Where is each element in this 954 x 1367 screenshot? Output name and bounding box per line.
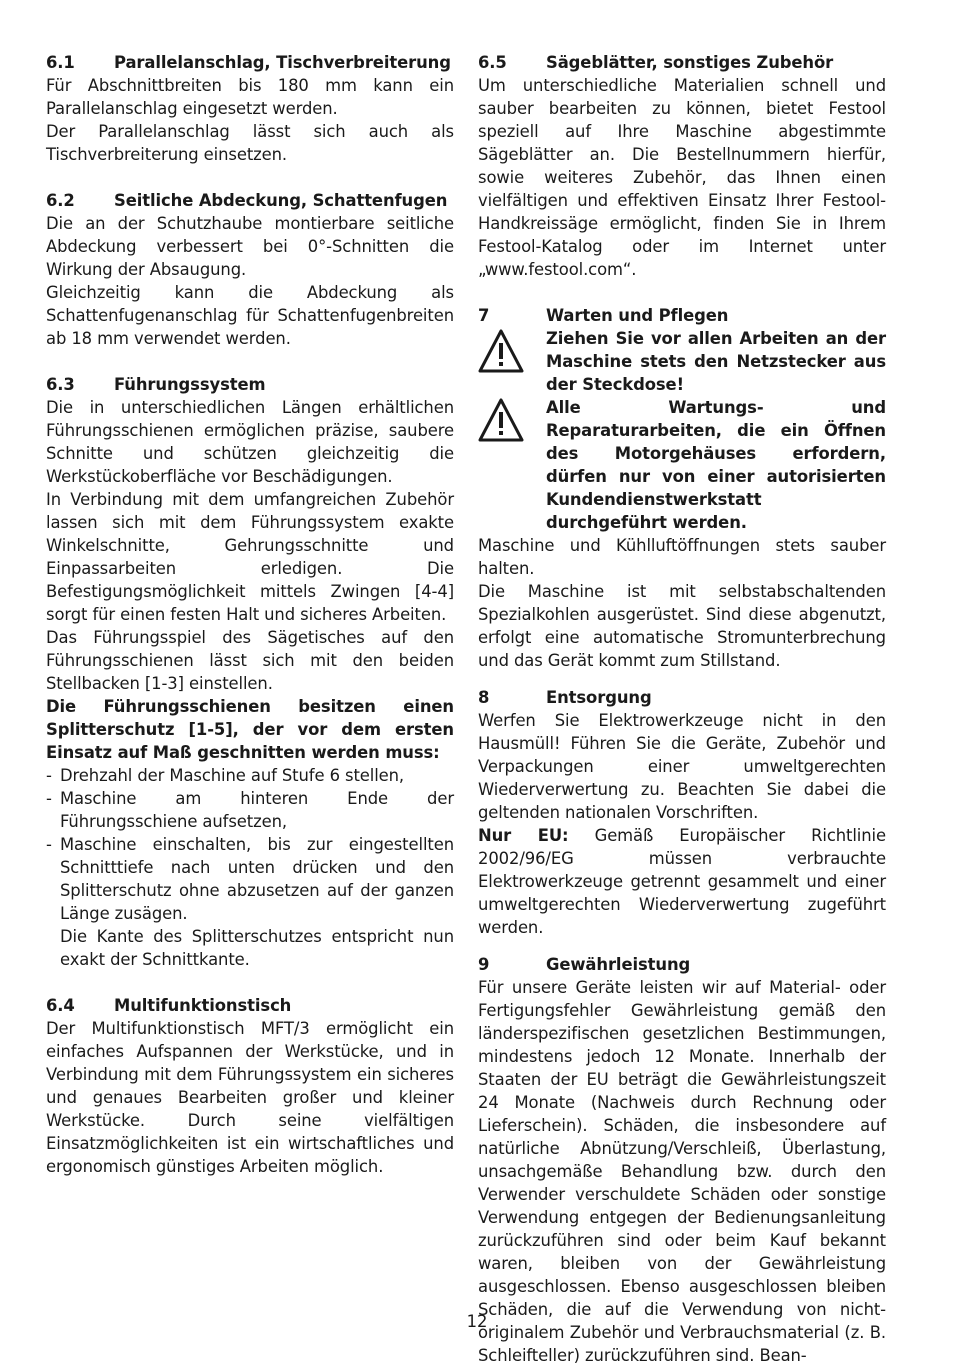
paragraph: Für Abschnittbreiten bis 180 mm kann ein Parallelanschlag eingesetzt werden.	[46, 76, 454, 118]
list-note: Die Kante des Splitterschutzes entspricht nun exakt der Schnittkante.	[60, 927, 454, 969]
section-6-2	[46, 189, 454, 350]
section-heading	[478, 304, 886, 327]
section-9	[478, 953, 886, 1367]
section-8	[478, 686, 886, 939]
paragraph: Werfen Sie Elektrowerkzeuge nicht in den Hausmüll! Führen Sie die Geräte, Zubehör und Verpackungen einer umweltgerechten Wiederverwertung zu. Beachten Sie dabei die geltenden nationalen Vorschriften.	[478, 711, 886, 822]
paragraph: Um unterschiedliche Materialien schnell und sauber bearbeiten zu können, bietet Festool speziell auf Ihre Maschine abgestimmte Sägeblätter an. Die Bestellnummern hierfür, sowie weiteres Zubehör, das Ihnen einen vielfältigen und effektiven Einsatz Ihrer Festool-Handkreissäge ermöglicht, finden Sie in Ihrem Festool-Katalog oder im Internet unter „www.festool.com“.	[478, 76, 886, 279]
section-number: 7	[478, 306, 490, 325]
section-heading	[478, 51, 886, 74]
list-item-text: Maschine am hinteren Ende der Führungsschiene aufsetzen,	[60, 789, 454, 831]
section-number: 6.5	[478, 53, 507, 72]
list-item-text: Drehzahl der Maschine auf Stufe 6 stellen,	[60, 766, 405, 785]
paragraph: Die Maschine ist mit selbstabschaltenden Spezialkohlen ausgerüstet. Sind diese abgenutzt, erfolgt eine automatische Stromunterbrechung und das Gerät kommt zum Stillstand.	[478, 582, 886, 670]
section-6-3	[46, 373, 454, 971]
left-column	[46, 51, 454, 1178]
paragraph: Der Parallelanschlag lässt sich auch als Tischverbreiterung einsetzen.	[46, 122, 454, 164]
list-item	[46, 833, 454, 925]
list-item	[46, 787, 454, 833]
warning-block	[478, 327, 886, 396]
warning-block	[478, 396, 886, 534]
paragraph: Gleichzeitig kann die Abdeckung als Schattenfugenanschlag für Schattenfugenbreiten ab 18 mm verwendet werden.	[46, 283, 454, 348]
section-number: 6.2	[46, 191, 75, 210]
section-6-1	[46, 51, 454, 166]
section-title: Warten und Pflegen	[546, 306, 729, 325]
section-heading	[46, 51, 454, 74]
section-title: Parallelanschlag, Tischverbreiterung	[114, 53, 451, 72]
paragraph: Das Führungsspiel des Sägetisches auf den Führungsschienen lässt sich mit den beiden Stellbacken [1-3] einstellen.	[46, 628, 454, 693]
section-number: 6.1	[46, 53, 75, 72]
section-6-5	[478, 51, 886, 281]
section-title: Sägeblätter, sonstiges Zubehör	[546, 53, 834, 72]
dash-marker: -	[46, 835, 52, 854]
section-number: 8	[478, 688, 490, 707]
eu-label: Nur EU:	[478, 826, 569, 845]
paragraph: Die an der Schutzhaube montierbare seitliche Abdeckung verbessert bei 0°-Schnitten die Wirkung der Absaugung.	[46, 214, 454, 279]
paragraph: Für unsere Geräte leisten wir auf Material- oder Fertigungsfehler Gewährleistung gemäß den länderspezifischen gesetzlichen Bestimmungen, mindestens jedoch 12 Monate. Innerhalb der Staaten der EU beträgt die Gewährleistungszeit 24 Monate (Nachweis durch Rechnung oder Lieferschein). Schäden, die insbesondere auf natürliche Abnützung/Verschleiß, Überlastung, unsachgemäße Behandlung bzw. durch den Verwender verschuldete Schäden oder sonstige Verwendung entgegen der Bedienungsanleitung zurückzuführen sind oder beim Kauf bekannt waren, bleiben von der Gewährleistung ausgeschlossen. Ebenso ausgeschlossen bleiben Schäden, die auf die Verwendung von nicht-originalem Zubehör und Verbrauchsmaterial (z. B. Schleifteller) zurückzuführen sind. Bean-	[478, 978, 886, 1365]
eu-text: Gemäß Europäischer Richtlinie 2002/96/EG müssen verbrauchte Elektrowerkzeuge getrennt gesammelt und einer umweltgerechten Wiederverwertung zugeführt werden.	[478, 826, 886, 937]
section-title: Seitliche Abdeckung, Schattenfugen	[114, 191, 448, 210]
list-item	[46, 764, 454, 787]
warning-text: Alle Wartungs- und Reparaturarbeiten, die ein Öffnen des Motorgehäuses erfordern, dürfen nur von einer autorisierten Kundendienstwerkstatt durchgeführt werden.	[546, 398, 886, 532]
section-7	[478, 304, 886, 672]
right-column	[478, 51, 886, 1367]
section-number: 9	[478, 955, 490, 974]
warning-text: Ziehen Sie vor allen Arbeiten an der Maschine stets den Netzstecker aus der Steckdose!	[546, 329, 886, 394]
paragraph: Die in unterschiedlichen Längen erhältlichen Führungsschienen ermöglichen präzise, saubere Schnitte und schützen gleichzeitig die Werkstückoberfläche vor Beschädigungen.	[46, 398, 454, 486]
section-heading	[478, 953, 886, 976]
section-title: Multifunktionstisch	[114, 996, 292, 1015]
page-number: 12	[466, 1312, 488, 1331]
section-title: Gewährleistung	[546, 955, 691, 974]
section-number: 6.4	[46, 996, 75, 1015]
bold-instruction: Die Führungsschienen besitzen einen Splitterschutz [1-5], der vor dem ersten Einsatz auf Maß geschnitten werden muss:	[46, 697, 454, 762]
section-number: 6.3	[46, 375, 75, 394]
dash-marker: -	[46, 789, 52, 808]
section-6-4	[46, 994, 454, 1178]
list-item-text: Maschine einschalten, bis zur eingestellten Schnitttiefe nach unten drücken und den Splitterschutz ohne abzusetzen auf der ganzen Länge zusägen.	[60, 835, 454, 923]
step-list	[46, 764, 454, 925]
section-heading	[46, 189, 454, 212]
section-heading	[46, 373, 454, 396]
warning-triangle-icon	[478, 327, 546, 396]
section-heading	[478, 686, 886, 709]
paragraph: Maschine und Kühlluftöffnungen stets sauber halten.	[478, 536, 886, 578]
section-title: Führungssystem	[114, 375, 266, 394]
paragraph	[478, 824, 886, 939]
warning-triangle-icon	[478, 396, 546, 534]
dash-marker: -	[46, 766, 52, 785]
section-title: Entsorgung	[546, 688, 652, 707]
paragraph: In Verbindung mit dem umfangreichen Zubehör lassen sich mit dem Führungssystem exakte Winkelschnitte, Gehrungsschnitte und Einpassarbeiten erledigen. Die Befestigungsmöglichkeit mittels Zwingen [4-4] sorgt für einen festen Halt und sicheres Arbeiten.	[46, 490, 454, 624]
paragraph: Der Multifunktionstisch MFT/3 ermöglicht ein einfaches Aufspannen der Werkstücke, und in Verbindung mit dem Führungssystem ein sicheres und genaues Bearbeiten großer und kleiner Werkstücke. Durch seine vielfältigen Einsatzmöglichkeiten ist ein wirtschaftliches und ergonomisch günstiges Arbeiten möglich.	[46, 1019, 454, 1176]
section-heading	[46, 994, 454, 1017]
